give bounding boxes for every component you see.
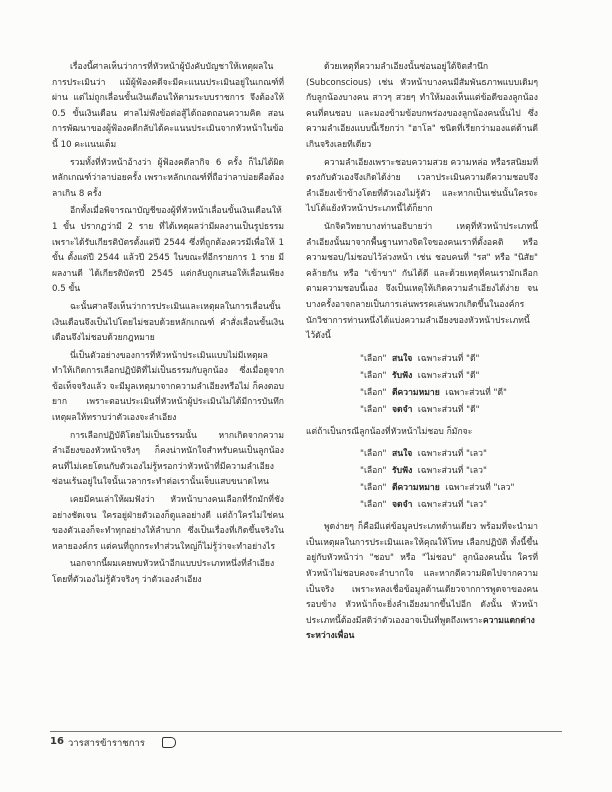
paragraph: นี่เป็นตัวอย่างของการที่หัวหน้าประเมินแบบไม่มีเหตุผล ทำให้เกิดการเลือกปฏิบัติที่ไม่เป็นธรรมกับลูกน้อง ซึ่งเมื่อดูจากข้อเท็จจริงแล้ว จะมีมูลเหตุมาจากความลำเอียงหรือไม่ ก็คงตอบยาก เพราะตอนประเมินที่หัวหน้าผู้ประเมินไม่ได้มีการบันทึกเหตุผลให้ทราบว่าตัวเองจะลำเอียง — [52, 350, 284, 424]
paragraph: ด้วยเหตุที่ความลำเอียงนั้นซ่อนอยู่ใต้จิตสำนึก (Subconscious) เช่น หัวหน้าบางคนมีสัมพันธภาพแบบเดิมๆ กับลูกน้องบางคน สาวๆ สวยๆ ทำให้มองเห็นแต่ข้อดีของลูกน้องคนที่ตนชอบ และมองข้ามข้อบกพร่องของลูกน้องคนนั้นไป ซึ่งความลำเอียงแบบนี้เรียกว่า "ฮาโล" ชนิดที่เรียกว่ามองแต่ด้านดีเกินจริงเลยทีเดียว — [306, 62, 538, 150]
paragraph: นอกจากนี้ผมเคยพบหัวหน้าอีกแบบประเภทหนึ่งที่ลำเอียงโดยที่ตัวเองไม่รู้ตัวจริงๆ ว่าตัวเองลำเอียง — [52, 559, 275, 585]
list-item: "เลือก" สนใจ เฉพาะส่วนที่ "ดี" — [360, 353, 480, 364]
closing-text: พูดง่ายๆ ก็คือมีแต่ข้อมูลประเภทด้านเดียว พร้อมที่จะนำมาเป็นเหตุผลในการประเมินและให้คุณให้โทษ เลือกปฏิบัติ ทั้งนี้ขึ้นอยู่กับหัวหน้าว่า "ชอบ" หรือ "ไม่ชอบ" ลูกน้องคนนั้น ใครที่หัวหน้าไม่ชอบคงจะลำบากใจ และหากตีความผิดไปจากความเป็นจริง เพราะหลงเชื่อข้อมูลด้านเดียวจากการพูดจาของคนรอบข้าง หัวหน้าก็จะยิ่งลำเอียงมากขึ้นไปอีก ดังนั้น หัวหน้าประเภทนี้ต้องมีสติว่าตัวเองอาจเป็นที่พูดถึงเพราะ — [306, 522, 538, 626]
bias-list-liked — [306, 351, 538, 419]
list-item: "เลือก" ตีความหมาย เฉพาะส่วนที่ "เลว" — [360, 483, 515, 494]
paragraph: การเลือกปฏิบัติโดยไม่เป็นธรรมนั้น หากเกิดจากความลำเอียงของหัวหน้าจริงๆ ก็คงน่าหนักใจสำหรับคนเป็นลูกน้อง คนที่ไม่เคยโดนกับตัวเองไม่รู้หรอกว่าหัวหน้าที่มีความลำเอียงซ่อนเร้นอยู่ในใจนั้นเวลากระทำต่อเรานั้นเจ็บแสบขนาดไหน — [52, 430, 284, 488]
footer-divider — [50, 731, 562, 732]
list-item: "เลือก" ตีความหมาย เฉพาะส่วนที่ "ดี" — [360, 387, 507, 398]
closing-paragraph — [306, 520, 538, 645]
page-number: 16 — [50, 736, 64, 747]
publication-logo-icon — [162, 737, 176, 748]
list-bridge: แต่ถ้าเป็นกรณีลูกน้องที่หัวหน้าไม่ชอบ ก็มักจะ — [306, 426, 473, 437]
publication-title: วารสารข้าราชการ — [68, 738, 145, 749]
paragraph: ฉะนั้นศาลจึงเห็นว่าการประเมินและเหตุผลในการเลื่อนขั้นเงินเดือนจึงเป็นไปโดยไม่ชอบด้วยหลักเกณฑ์ คำสั่งเลื่อนขั้นเงินเดือนจึงไม่ชอบด้วยกฎหมาย — [52, 301, 284, 344]
right-column — [306, 60, 538, 645]
page-footer — [50, 731, 562, 751]
closing-bold-phrase: ความแตกต่างระหว่างเพื่อน — [306, 615, 535, 642]
paragraph: อีกทั้งเมื่อพิจารณาบัญชีของผู้ที่หัวหน้าเลื่อนขั้นเงินเดือนให้ 1 ขั้น ปรากฏว่ามี 2 ราย ที่ได้เหตุผลว่ามีผลงานเป็นรูปธรรม เพราะได้รับเกียรติบัตรตั้งแต่ปี 2544 ซึ่งที่ถูกต้องควรมีเพื่อให้ 1 ขั้น ตั้งแต่ปี 2544 แล้วปี 2545 ในขณะที่อีกรายการ 1 ราย มีผลงานดี ได้เกียรติบัตรปี 2545 แต่กลับถูกเสนอให้เลื่อนเพียง 0.5 ขั้น — [52, 206, 284, 295]
list-item: "เลือก" จดจำ เฉพาะส่วนที่ "เลว" — [360, 500, 488, 511]
bias-list-disliked — [306, 446, 538, 514]
paragraph: เคยมีคนเล่าให้ผมฟังว่า หัวหน้าบางคนเลือกที่รักมักที่ชังอย่างชัดเจน ใครอยู่ฝ่ายตัวเองก็ดูแลอย่างดี แต่ถ้าใครไม่ใช่คนของตัวเองก็จะทำทุกอย่างให้ลำบาก ซึ่งเป็นเรื่องที่เกิดขึ้นจริงในหลายองค์กร แต่คนที่ถูกกระทำส่วนใหญ่ก็ไม่รู้ว่าจะทำอย่างไร — [52, 495, 284, 552]
paragraph: นักจิตวิทยาบางท่านอธิบายว่า เหตุที่หัวหน้าประเภทนี้ลำเอียงนั้นมาจากพื้นฐานทางจิตใจของคนเราที่ตั้งอคติ หรือความชอบ/ไม่ชอบไว้ล่วงหน้า เช่น ชอบคนที่ "รส" หรือ "นิสัย" คล้ายกัน หรือ "เข้าขา" กันได้ดี และด้วยเหตุที่คนเรามักเลือกตามความชอบนี้เอง จึงเป็นเหตุให้เกิดความลำเอียงได้ง่าย จนบางครั้งอาจกลายเป็นการเล่นพรรคเล่นพวกเกิดขึ้นในองค์กร นักวิชาการท่านหนึ่งได้แบ่งความลำเอียงของหัวหน้าประเภทนี้ไว้ดังนี้ — [306, 221, 538, 342]
list-item: "เลือก" รับฟัง เฉพาะส่วนที่ "ดี" — [360, 370, 480, 381]
paragraph: รวมทั้งที่หัวหน้าอ้างว่า ผู้ฟ้องคดีลากิจ 6 ครั้ง ก็ไม่ได้ผิดหลักเกณฑ์ว่าลาบ่อยครั้ง เพราะหลักเกณฑ์ที่ถือว่าลาบ่อยคือต้องลาเกิน 8 ครั้ง — [52, 157, 284, 199]
list-item: "เลือก" สนใจ เฉพาะส่วนที่ "เลว" — [360, 449, 487, 460]
left-column — [52, 60, 284, 589]
list-item: "เลือก" จดจำ เฉพาะส่วนที่ "ดี" — [360, 404, 480, 415]
paragraph: ความลำเอียงเพราะชอบความสวย ความหล่อ หรือรสนิยมที่ตรงกับตัวเองจึงเกิดได้ง่าย เวลาประเมินความดีความชอบจึงลำเอียงเข้าข้างโดยที่ตัวเองไม่รู้ตัว และหากเป็นเช่นนั้นใครจะไปโต้แย้งหัวหน้าประเภทนี้ได้ก็ยาก — [306, 157, 538, 215]
paragraph: เรื่องนี้ศาลเห็นว่าการที่หัวหน้าผู้บังคับบัญชาให้เหตุผลในการประเมินว่า แม้ผู้ฟ้องคดีจะมีคะแนนประเมินอยู่ในเกณฑ์ที่ผ่าน แต่ไม่ถูกเลื่อนขั้นเงินเดือนให้ตามระบบราชการ จึงต้องให้ 0.5 ขั้นเงินเดือน ศาลไม่ฟังข้อต่อสู้ได้ถอดถอนความคิด สอนการพัฒนาของผู้ฟ้องคดีกลับได้คะแนนประเมินจากหัวหน้าในข้อนี้ 10 คะแนนเต็ม — [52, 62, 284, 150]
list-item: "เลือก" รับฟัง เฉพาะส่วนที่ "เลว" — [360, 466, 487, 477]
